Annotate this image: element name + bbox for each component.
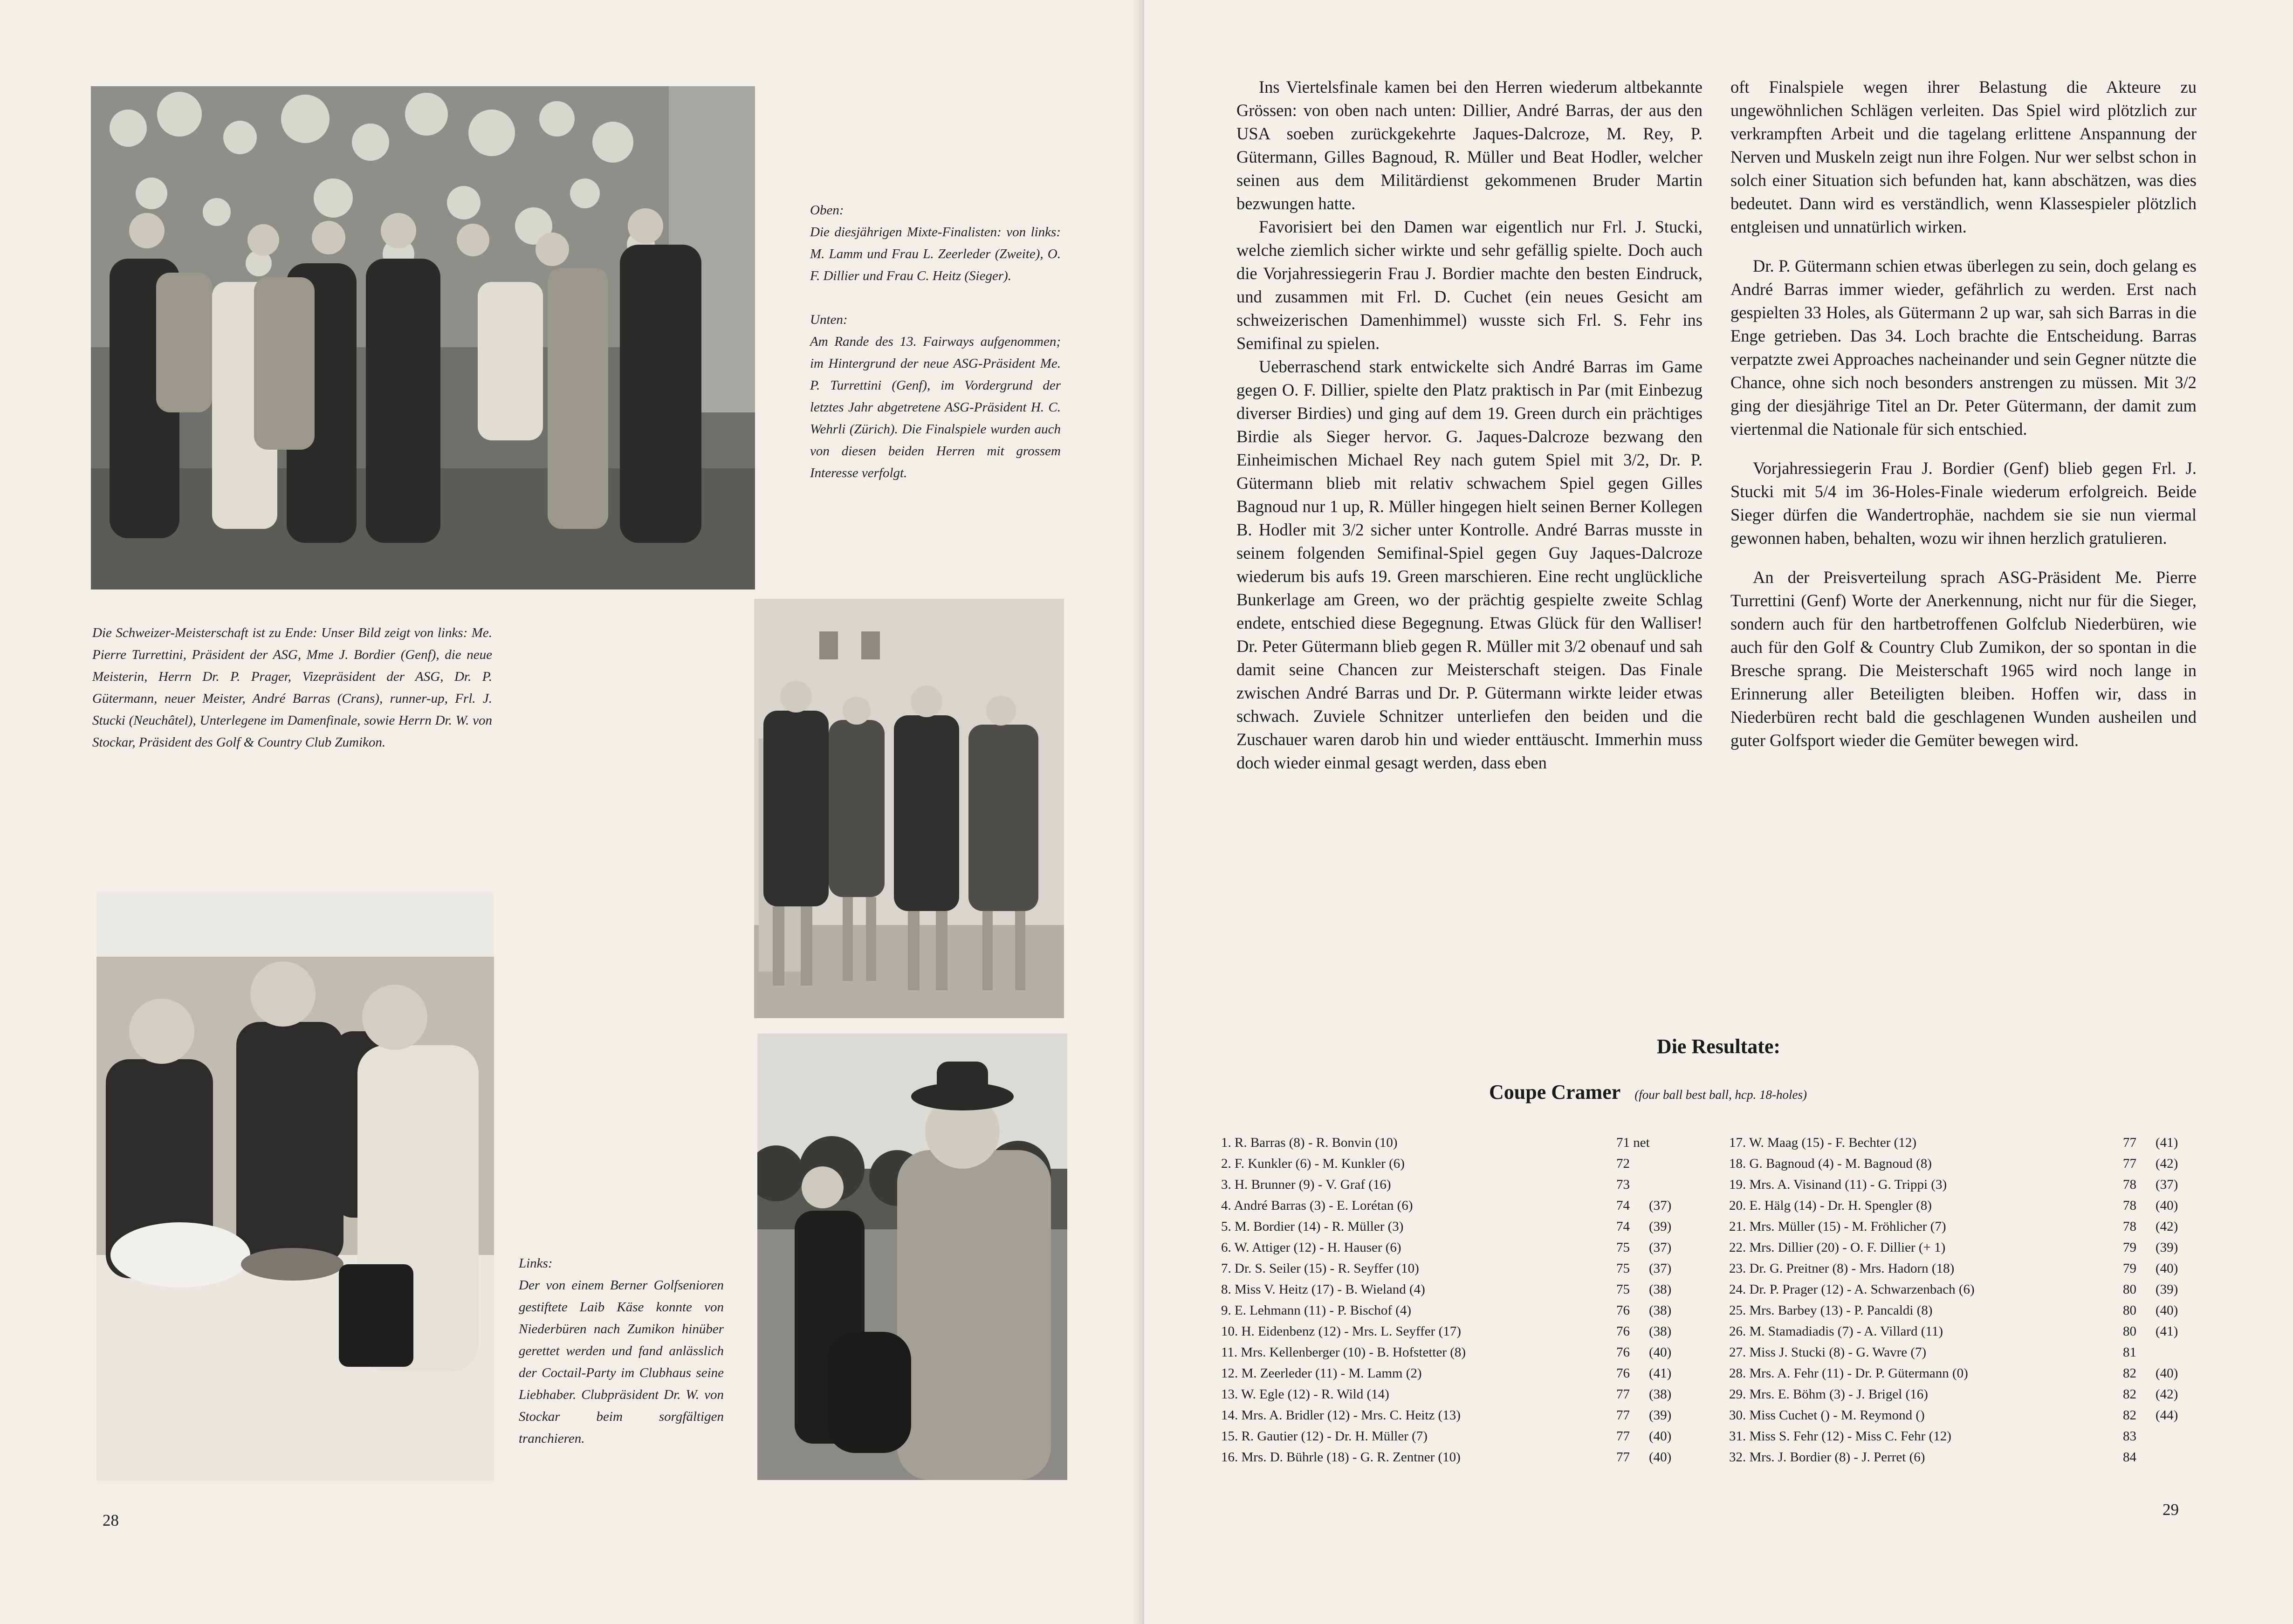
result-back-nine: (42) xyxy=(2156,1156,2178,1171)
result-score: 76 xyxy=(1616,1324,1630,1339)
result-score: 80 xyxy=(2123,1303,2136,1318)
result-row xyxy=(1729,1321,2204,1342)
result-pairing: 3. H. Brunner (9) - V. Graf (16) xyxy=(1221,1177,1391,1192)
result-back-nine: (39) xyxy=(2156,1282,2178,1297)
result-score: 78 xyxy=(2123,1177,2136,1192)
page-number-left: 28 xyxy=(103,1511,119,1529)
result-back-nine: (38) xyxy=(1649,1387,1672,1402)
caption-main-text: Die Schweizer-Meisterschaft ist zu Ende: Unser Bild zeigt von links: Me. Pierre Turrettini, Präsident der ASG, Mme J. Bordier (Genf), die neue Meisterin, Herrn Dr. P. Prager, Vizepräsident der ASG, Dr. P. Gütermann, neuer Meister, André Barras (Crans), runner-up, Frl. J. Stucki (Neuchâtel), Unterlegene im Damenfinale, sowie Herrn Dr. W. von Stockar, Präsident des Golf & Country Club Zumikon. xyxy=(92,625,492,750)
result-back-nine: (39) xyxy=(1649,1408,1672,1423)
result-score: 79 xyxy=(2123,1240,2136,1255)
result-back-nine: (44) xyxy=(2156,1408,2178,1423)
result-back-nine: (39) xyxy=(1649,1219,1672,1234)
result-score: 78 xyxy=(2123,1198,2136,1213)
result-score: 82 xyxy=(2123,1387,2136,1402)
result-back-nine: (38) xyxy=(1649,1282,1672,1297)
result-back-nine: (37) xyxy=(1649,1240,1672,1255)
caption-main xyxy=(92,622,492,754)
result-pairing: 17. W. Maag (15) - F. Bechter (12) xyxy=(1729,1135,1916,1150)
result-score: 75 xyxy=(1616,1240,1630,1255)
result-row xyxy=(1729,1447,2204,1468)
results-table-right xyxy=(1729,1132,2204,1468)
result-score: 77 xyxy=(1616,1450,1630,1465)
result-pairing: 9. E. Lehmann (11) - P. Bischof (4) xyxy=(1221,1303,1412,1318)
result-row xyxy=(1221,1174,1696,1195)
result-row xyxy=(1221,1447,1696,1468)
result-back-nine: (40) xyxy=(2156,1198,2178,1213)
right-page xyxy=(1144,0,2293,1624)
result-score: 79 xyxy=(2123,1261,2136,1276)
result-row xyxy=(1729,1258,2204,1279)
result-row xyxy=(1221,1132,1696,1153)
result-row xyxy=(1221,1153,1696,1174)
page-number-right: 29 xyxy=(2163,1501,2179,1519)
result-back-nine: (41) xyxy=(1649,1366,1672,1381)
result-score: 80 xyxy=(2123,1282,2136,1297)
coupe-title-text: Coupe Cramer xyxy=(1489,1081,1621,1103)
result-pairing: 30. Miss Cuchet () - M. Reymond () xyxy=(1729,1408,1925,1423)
photo-cheese-cutting xyxy=(96,891,494,1481)
result-pairing: 23. Dr. G. Preitner (8) - Mrs. Hadorn (18) xyxy=(1729,1261,1955,1276)
result-back-nine: (38) xyxy=(1649,1324,1672,1339)
result-back-nine: (40) xyxy=(2156,1366,2178,1381)
article-paragraph: Ueberraschend stark entwickelte sich André Barras im Game gegen O. F. Dillier, spielte den Platz praktisch in Par (mit Einbezug diverser Birdies) und ging auf dem 19. Green durch ein prächtiges Birdie als Sieger hervor. G. Jaques-Dalcroze bezwang den Einheimischen Michael Rey nach gutem Spiel mit 3/2, Dr. P. Gütermann blieb mit relativ schwachem Spiel gegen Gilles Bagnoud nur 1 up, R. Müller hingegen hielt seinen Berner Kollegen B. Hodler mit 3/2 sicher unter Kontrolle. André Barras musste in seinem folgenden Semifinal-Spiel gegen Guy Jaques-Dalcroze wiederum bis aufs 19. Green marschieren. Eine recht unglückliche Bunkerlage am Green, wo der prächtig gespielte zweite Schlag endete, entschied diese Begegnung. Etwas Glück für den Walliser! Dr. Peter Gütermann blieb gegen R. Müller mit 3/2 obenauf und sah damit seine Chancen zur Meisterschaft steigen. Das Finale zwischen André Barras und Dr. P. Gütermann wirkte leider etwas schwach. Zuviele Schnitzer unterliefen den beiden und die Zuschauer waren darob hin und wieder enttäuscht. Immerhin muss doch wieder einmal gesagt werden, dass eben xyxy=(1236,357,1703,772)
result-score: 76 xyxy=(1616,1303,1630,1318)
result-row xyxy=(1729,1384,2204,1405)
result-row xyxy=(1729,1153,2204,1174)
result-score: 76 xyxy=(1616,1366,1630,1381)
result-pairing: 19. Mrs. A. Visinand (11) - G. Trippi (3) xyxy=(1729,1177,1947,1192)
result-back-nine: (40) xyxy=(1649,1429,1672,1444)
photo-finalists-group xyxy=(91,86,755,589)
result-pairing: 8. Miss V. Heitz (17) - B. Wieland (4) xyxy=(1221,1282,1425,1297)
results-heading: Die Resultate: xyxy=(1656,1035,1781,1058)
result-score: 77 xyxy=(1616,1387,1630,1402)
result-pairing: 14. Mrs. A. Bridler (12) - Mrs. C. Heitz (13) xyxy=(1221,1408,1461,1423)
result-back-nine: (37) xyxy=(1649,1261,1672,1276)
result-row xyxy=(1729,1342,2204,1363)
left-page xyxy=(0,0,1144,1624)
result-pairing: 29. Mrs. E. Böhm (3) - J. Brigel (16) xyxy=(1729,1387,1928,1402)
result-score: 74 xyxy=(1616,1198,1630,1213)
article-column-2 xyxy=(1730,75,2197,752)
article-column-1 xyxy=(1236,75,1703,774)
result-pairing: 28. Mrs. A. Fehr (11) - Dr. P. Gütermann (0) xyxy=(1729,1366,1968,1381)
result-score: 73 xyxy=(1616,1177,1630,1192)
result-row xyxy=(1221,1384,1696,1405)
result-back-nine: (37) xyxy=(2156,1177,2178,1192)
result-row xyxy=(1729,1195,2204,1216)
result-pairing: 6. W. Attiger (12) - H. Hauser (6) xyxy=(1221,1240,1401,1255)
result-pairing: 13. W. Egle (12) - R. Wild (14) xyxy=(1221,1387,1389,1402)
result-score: 71 net xyxy=(1616,1135,1650,1150)
result-pairing: 4. André Barras (3) - E. Lorétan (6) xyxy=(1221,1198,1413,1213)
result-pairing: 20. E. Hälg (14) - Dr. H. Spengler (8) xyxy=(1729,1198,1932,1213)
result-score: 77 xyxy=(1616,1429,1630,1444)
result-row xyxy=(1729,1363,2204,1384)
caption-oben-unten xyxy=(810,199,1061,484)
result-row xyxy=(1221,1363,1696,1384)
result-score: 80 xyxy=(2123,1324,2136,1339)
result-score: 72 xyxy=(1616,1156,1630,1171)
result-pairing: 25. Mrs. Barbey (13) - P. Pancaldi (8) xyxy=(1729,1303,1933,1318)
photo-mixte-finalists xyxy=(754,599,1064,1018)
caption-links-label: Links: xyxy=(519,1256,553,1271)
result-row xyxy=(1221,1300,1696,1321)
result-score: 81 xyxy=(2123,1345,2136,1360)
result-row xyxy=(1221,1279,1696,1300)
caption-oben-label: Oben: xyxy=(810,203,844,218)
result-row xyxy=(1221,1342,1696,1363)
result-score: 84 xyxy=(2123,1450,2136,1465)
result-score: 82 xyxy=(2123,1408,2136,1423)
result-row xyxy=(1221,1405,1696,1426)
result-back-nine: (40) xyxy=(2156,1303,2178,1318)
result-row xyxy=(1729,1174,2204,1195)
result-back-nine: (38) xyxy=(1649,1303,1672,1318)
result-score: 77 xyxy=(2123,1156,2136,1171)
result-back-nine: (39) xyxy=(2156,1240,2178,1255)
result-row xyxy=(1729,1300,2204,1321)
result-pairing: 27. Miss J. Stucki (8) - G. Wavre (7) xyxy=(1729,1345,1927,1360)
result-score: 76 xyxy=(1616,1345,1630,1360)
result-pairing: 22. Mrs. Dillier (20) - O. F. Dillier (+ 1) xyxy=(1729,1240,1946,1255)
result-row xyxy=(1729,1279,2204,1300)
result-score: 77 xyxy=(1616,1408,1630,1423)
result-pairing: 1. R. Barras (8) - R. Bonvin (10) xyxy=(1221,1135,1398,1150)
result-row xyxy=(1221,1426,1696,1447)
result-back-nine: (41) xyxy=(2156,1135,2178,1150)
article-paragraph: Ins Viertelsfinale kamen bei den Herren wiederum altbekannte Grössen: von oben nach unten: Dillier, André Barras, der aus den USA soeben zurückgekehrte Jaques-Dalcroze, M. Rey, P. Gütermann, Gilles Bagnoud, R. Müller und Beat Hodler, welcher seinen aus dem Militärdienst gekommenen Bruder Martin bezwungen hatte. xyxy=(1236,77,1703,213)
result-score: 74 xyxy=(1616,1219,1630,1234)
result-row xyxy=(1221,1237,1696,1258)
result-pairing: 21. Mrs. Müller (15) - M. Fröhlicher (7) xyxy=(1729,1219,1946,1234)
article-paragraph: oft Finalspiele wegen ihrer Belastung die Akteure zu ungewöhnlichen Schlägen verleiten. Das Spiel wird plötzlich zur verkrampften Arbeit und die tagelang erlittene Anspannung der Nerven und Muskeln zeigt nun ihre Folgen. Nur wer selbst schon in solch einer Situation sich befunden hat, kann abschätzen, was dies bedeutet. Dann wird es verständlich, wenn Klassespieler plötzlich entgleisen und unnatürlich wirken. xyxy=(1730,77,2197,236)
result-row xyxy=(1729,1405,2204,1426)
result-row xyxy=(1221,1258,1696,1279)
article-paragraph: Favorisiert bei den Damen war eigentlich nur Frl. J. Stucki, welche ziemlich sicher wirkte und sehr gefällig spielte. Doch auch die Vorjahressiegerin Frau J. Bordier machte den besten Eindruck, und zusammen mit Frl. D. Cuchet (ein neues Gesicht am schweizerischen Damenhimmel) wusste sich Frl. S. Fehr ins Semifinal zu spielen. xyxy=(1236,217,1703,353)
result-pairing: 5. M. Bordier (14) - R. Müller (3) xyxy=(1221,1219,1404,1234)
result-pairing: 32. Mrs. J. Bordier (8) - J. Perret (6) xyxy=(1729,1450,1925,1465)
result-back-nine: (40) xyxy=(1649,1450,1672,1465)
result-row xyxy=(1221,1216,1696,1237)
result-pairing: 16. Mrs. D. Bührle (18) - G. R. Zentner (10) xyxy=(1221,1450,1461,1465)
result-back-nine: (41) xyxy=(2156,1324,2178,1339)
caption-oben-text: Die diesjährigen Mixte-Finalisten: von links: M. Lamm und Frau L. Zeerleder (Zweite), O. F. Dillier und Frau C. Heitz (Sieger). xyxy=(810,225,1061,283)
result-back-nine: (40) xyxy=(1649,1345,1672,1360)
result-back-nine: (37) xyxy=(1649,1198,1672,1213)
result-pairing: 24. Dr. P. Prager (12) - A. Schwarzenbach (6) xyxy=(1729,1282,1975,1297)
results-table-left xyxy=(1221,1132,1696,1468)
result-pairing: 18. G. Bagnoud (4) - M. Bagnoud (8) xyxy=(1729,1156,1932,1171)
result-row xyxy=(1729,1132,2204,1153)
result-score: 83 xyxy=(2123,1429,2136,1444)
article-paragraph: An der Preisverteilung sprach ASG-Präsident Me. Pierre Turrettini (Genf) Worte der Anerkennung, nicht nur für die Sieger, sondern auch für den hartbetroffenen Golfclub Niederbüren, wie auch für den Golf & Country Club Zumikon, der so spontan in die Bresche sprang. Die Meisterschaft 1965 wird noch lange in Erinnerung aller Beteiligten bleiben. Hoffen wir, dass in Niederbüren recht bald die geschlagenen Wunden ausheilen und guter Golfsport wieder die Gemüter bewegen wird. xyxy=(1730,568,2197,750)
result-pairing: 15. R. Gautier (12) - Dr. H. Müller (7) xyxy=(1221,1429,1428,1444)
caption-unten-label: Unten: xyxy=(810,312,848,327)
result-pairing: 2. F. Kunkler (6) - M. Kunkler (6) xyxy=(1221,1156,1405,1171)
coupe-note: (four ball best ball, hcp. 18-holes) xyxy=(1634,1088,1807,1102)
result-score: 75 xyxy=(1616,1282,1630,1297)
result-pairing: 10. H. Eidenbenz (12) - Mrs. L. Seyffer (17) xyxy=(1221,1324,1461,1339)
result-score: 75 xyxy=(1616,1261,1630,1276)
result-back-nine: (42) xyxy=(2156,1219,2178,1234)
result-pairing: 11. Mrs. Kellenberger (10) - B. Hofstetter (8) xyxy=(1221,1345,1466,1360)
caption-links xyxy=(519,1253,724,1450)
result-pairing: 7. Dr. S. Seiler (15) - R. Seyffer (10) xyxy=(1221,1261,1419,1276)
result-pairing: 12. M. Zeerleder (11) - M. Lamm (2) xyxy=(1221,1366,1422,1381)
result-row xyxy=(1729,1237,2204,1258)
result-row xyxy=(1729,1216,2204,1237)
result-back-nine: (42) xyxy=(2156,1387,2178,1402)
coupe-cramer-title xyxy=(1489,1080,1807,1104)
result-score: 78 xyxy=(2123,1219,2136,1234)
result-row xyxy=(1221,1321,1696,1342)
result-row xyxy=(1221,1195,1696,1216)
photo-fairway-presidents xyxy=(757,1034,1067,1480)
caption-unten-text: Am Rande des 13. Fairways aufgenommen; im Hintergrund der neue ASG-Präsident Me. P. Turrettini (Genf), im Vordergrund der letztes Jahr abgetretene ASG-Präsident H. C. Wehrli (Zürich). Die Finalspiele wurden auch von diesen beiden Herren mit grossem Interesse verfolgt. xyxy=(810,334,1061,480)
result-row xyxy=(1729,1426,2204,1447)
result-back-nine: (40) xyxy=(2156,1261,2178,1276)
article-paragraph: Dr. P. Gütermann schien etwas überlegen zu sein, doch gelang es André Barras immer wieder, gefährlich zu werden. Erst nach gespielten 33 Holes, als Gütermann 2 up war, sah sich Barras in die Enge getrieben. Das 34. Loch brachte die Entscheidung. Barras verpatzte zwei Approaches nacheinander und sein Gegner nützte die Chance, ohne sich noch besonders anstrengen zu müssen. Mit 3/2 ging der diesjährige Titel an Dr. Peter Gütermann, der damit zum viertenmal die Nationale für sich entschied. xyxy=(1730,256,2197,439)
result-pairing: 26. M. Stamadiadis (7) - A. Villard (11) xyxy=(1729,1324,1943,1339)
result-pairing: 31. Miss S. Fehr (12) - Miss C. Fehr (12) xyxy=(1729,1429,1951,1444)
caption-links-text: Der von einem Berner Golfsenioren gestiftete Laib Käse konnte von Niederbüren nach Zumikon hinüber gerettet werden und fand anlässlich der Coctail-Party im Clubhaus seine Liebhaber. Clubpräsident Dr. W. von Stockar beim sorgfältigen tranchieren. xyxy=(519,1278,724,1446)
result-score: 77 xyxy=(2123,1135,2136,1150)
result-score: 82 xyxy=(2123,1366,2136,1381)
article-paragraph: Vorjahressiegerin Frau J. Bordier (Genf) blieb gegen Frl. J. Stucki mit 5/4 im 36-Holes-Finale wiederum erfolgreich. Beide Sieger dürfen die Wandertrophäe, nachdem sie sie nun viermal gewonnen haben, behalten, wozu wir ihnen herzlich gratulieren. xyxy=(1730,459,2197,548)
